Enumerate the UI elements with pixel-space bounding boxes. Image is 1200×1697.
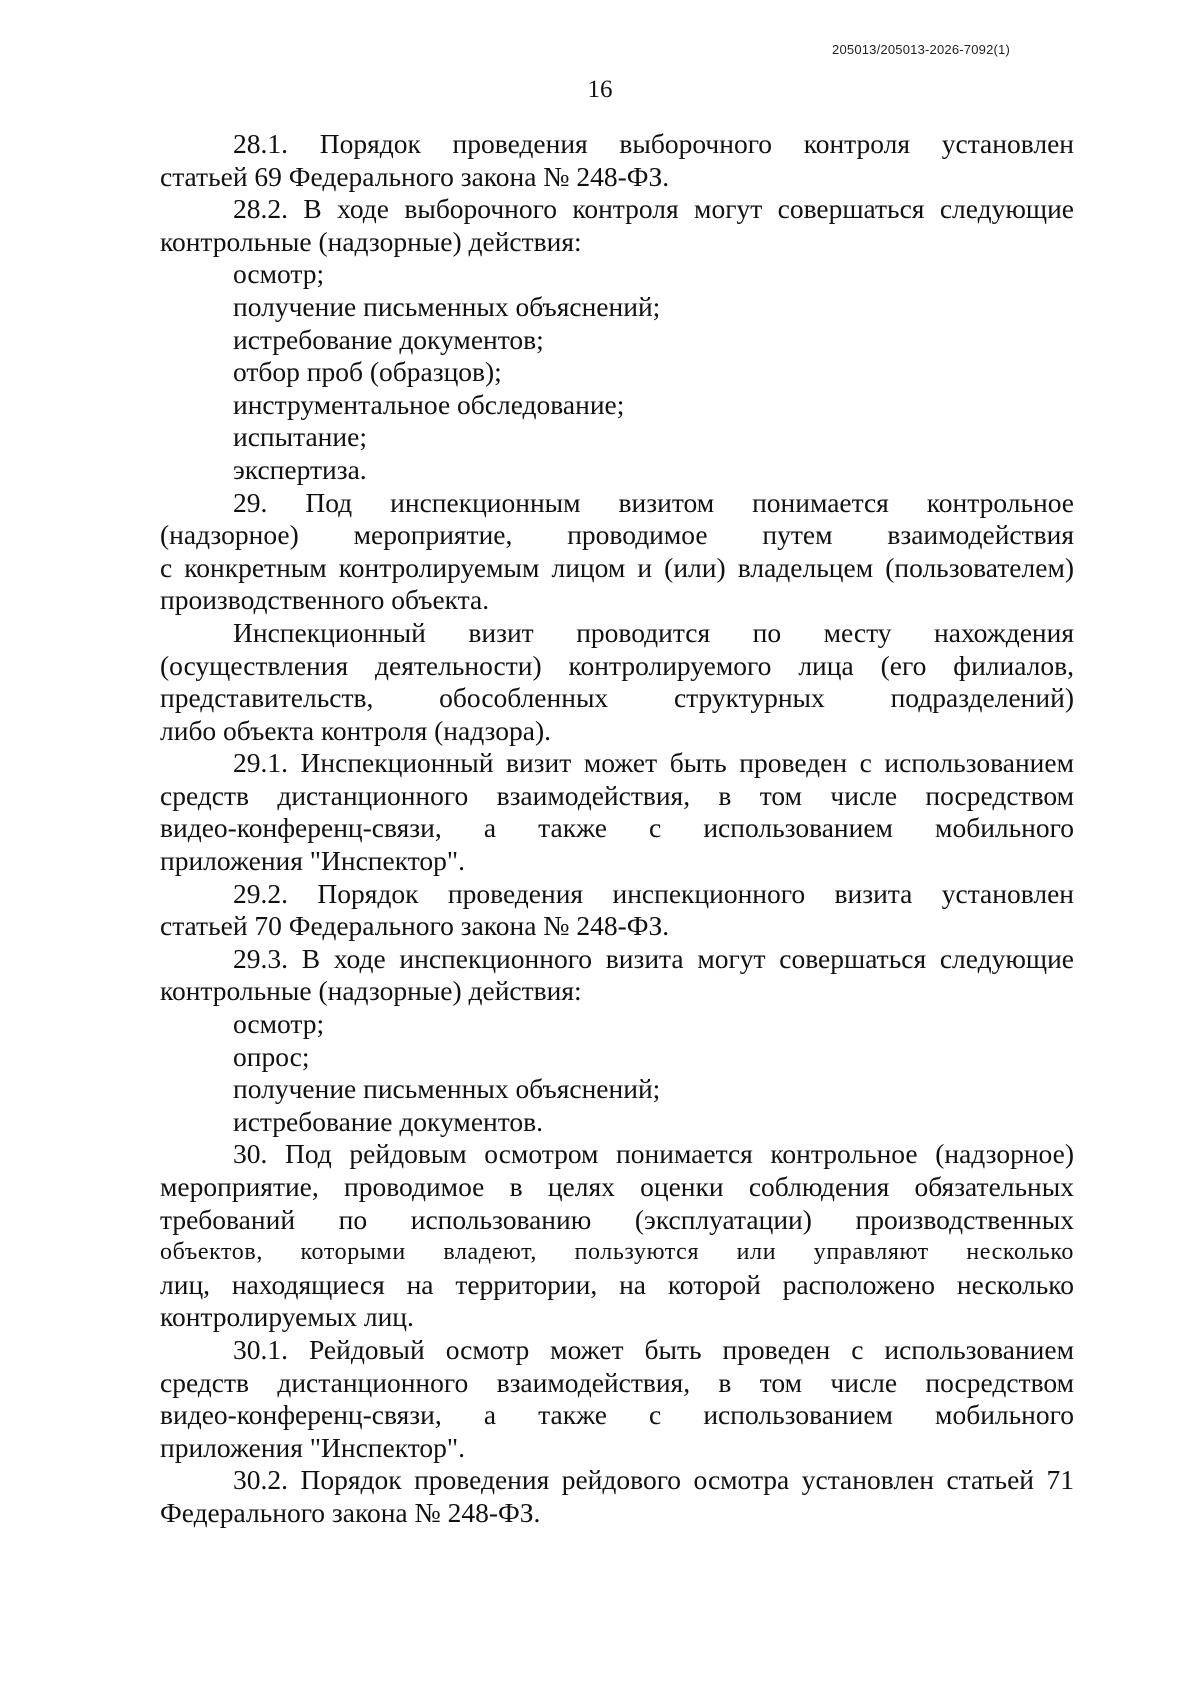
paragraph-28-2	[160, 193, 1074, 258]
list-item: получение письменных объяснений;	[233, 1073, 661, 1105]
paragraph-line: 30.2. Порядок проведения рейдового осмотра установлен статьей 71	[233, 1464, 1074, 1496]
paragraph-line: объектов, которыми владеют, пользуются или управляют несколько	[160, 1239, 1074, 1266]
paragraph-30-1	[160, 1334, 1074, 1464]
paragraph-28-1	[160, 128, 1074, 193]
paragraph-line: мероприятие, проводимое в целях оценки соблюдения обязательных	[160, 1171, 1074, 1202]
paragraph-line: статьей 69 Федерального закона № 248-ФЗ.	[160, 160, 670, 192]
list-item: испытание;	[233, 421, 367, 453]
paragraph-line: 29.3. В ходе инспекционного визита могут совершаться следующие	[233, 942, 1074, 974]
paragraph-line: 30. Под рейдовым осмотром понимается контрольное (надзорное)	[233, 1138, 1074, 1170]
paragraph-line: контролируемых лиц.	[160, 1301, 414, 1333]
paragraph-line: средств дистанционного взаимодействия, в том числе посредством	[160, 779, 1074, 811]
list-item: осмотр;	[233, 1008, 325, 1040]
paragraph-line: с конкретным контролируемым лицом и (или) владельцем (пользователем)	[160, 551, 1074, 583]
paragraph-line: средств дистанционного взаимодействия, в том числе посредством	[160, 1366, 1074, 1398]
paragraph-line: приложения "Инспектор".	[160, 1431, 465, 1463]
paragraph-line: требований по использованию (эксплуатации) производственных	[160, 1203, 1074, 1235]
paragraph-30	[160, 1138, 1074, 1334]
page-number: 16	[587, 76, 613, 103]
paragraph-line: либо объекта контроля (надзора).	[160, 714, 551, 746]
paragraph-line: контрольные (надзорные) действия:	[160, 225, 582, 257]
list-item: отбор проб (образцов);	[233, 356, 502, 388]
list-item: истребование документов.	[233, 1105, 544, 1137]
actions-list-28-2	[160, 258, 1074, 486]
paragraph-line: 28.1. Порядок проведения выборочного контроля установлен	[233, 128, 1074, 159]
paragraph-29	[160, 487, 1074, 617]
list-item: истребование документов;	[233, 323, 544, 355]
document-body	[160, 128, 1074, 1530]
paragraph-29-2	[160, 878, 1074, 943]
paragraph-line: производственного объекта.	[160, 584, 490, 616]
document-registration-number: 205013/205013-2026-7092(1)	[832, 42, 1010, 57]
paragraph-line: контрольные (надзорные) действия:	[160, 975, 582, 1007]
list-item: инструментальное обследование;	[233, 388, 625, 420]
paragraph-line: Инспекционный визит проводится по месту нахождения	[233, 616, 1074, 648]
paragraph-line: (надзорное) мероприятие, проводимое путем взаимодействия	[160, 519, 1074, 551]
paragraph-line: представительств, обособленных структурных подразделений)	[160, 682, 1074, 714]
paragraph-29-3	[160, 943, 1074, 1008]
list-item: опрос;	[233, 1040, 310, 1072]
paragraph-line: 28.2. В ходе выборочного контроля могут совершаться следующие	[233, 193, 1074, 225]
paragraph-line: видео-конференц-связи, а также с использованием мобильного	[160, 812, 1074, 844]
paragraph-line: приложения "Инспектор".	[160, 845, 465, 877]
paragraph-29-1	[160, 747, 1074, 877]
actions-list-29-3	[160, 1008, 1074, 1138]
paragraph-30-2	[160, 1464, 1074, 1529]
paragraph-line: Федерального закона № 248-ФЗ.	[160, 1496, 541, 1528]
paragraph-line: 30.1. Рейдовый осмотр может быть проведен с использованием	[233, 1333, 1074, 1365]
paragraph-line: 29.2. Порядок проведения инспекционного визита установлен	[233, 877, 1074, 909]
list-item: экспертиза.	[233, 453, 367, 485]
paragraph-line: (осуществления деятельности) контролируемого лица (его филиалов,	[160, 649, 1074, 681]
paragraph-line: 29.1. Инспекционный визит может быть проведен с использованием	[233, 747, 1074, 779]
paragraph-29-location	[160, 617, 1074, 747]
paragraph-line: статьей 70 Федерального закона № 248-ФЗ.	[160, 910, 670, 942]
paragraph-line: лиц, находящиеся на территории, на которой расположено несколько	[160, 1268, 1074, 1300]
paragraph-line: 29. Под инспекционным визитом понимается контрольное	[233, 486, 1074, 518]
list-item: осмотр;	[233, 258, 325, 290]
list-item: получение письменных объяснений;	[233, 290, 661, 322]
paragraph-line: видео-конференц-связи, а также с использованием мобильного	[160, 1399, 1074, 1431]
